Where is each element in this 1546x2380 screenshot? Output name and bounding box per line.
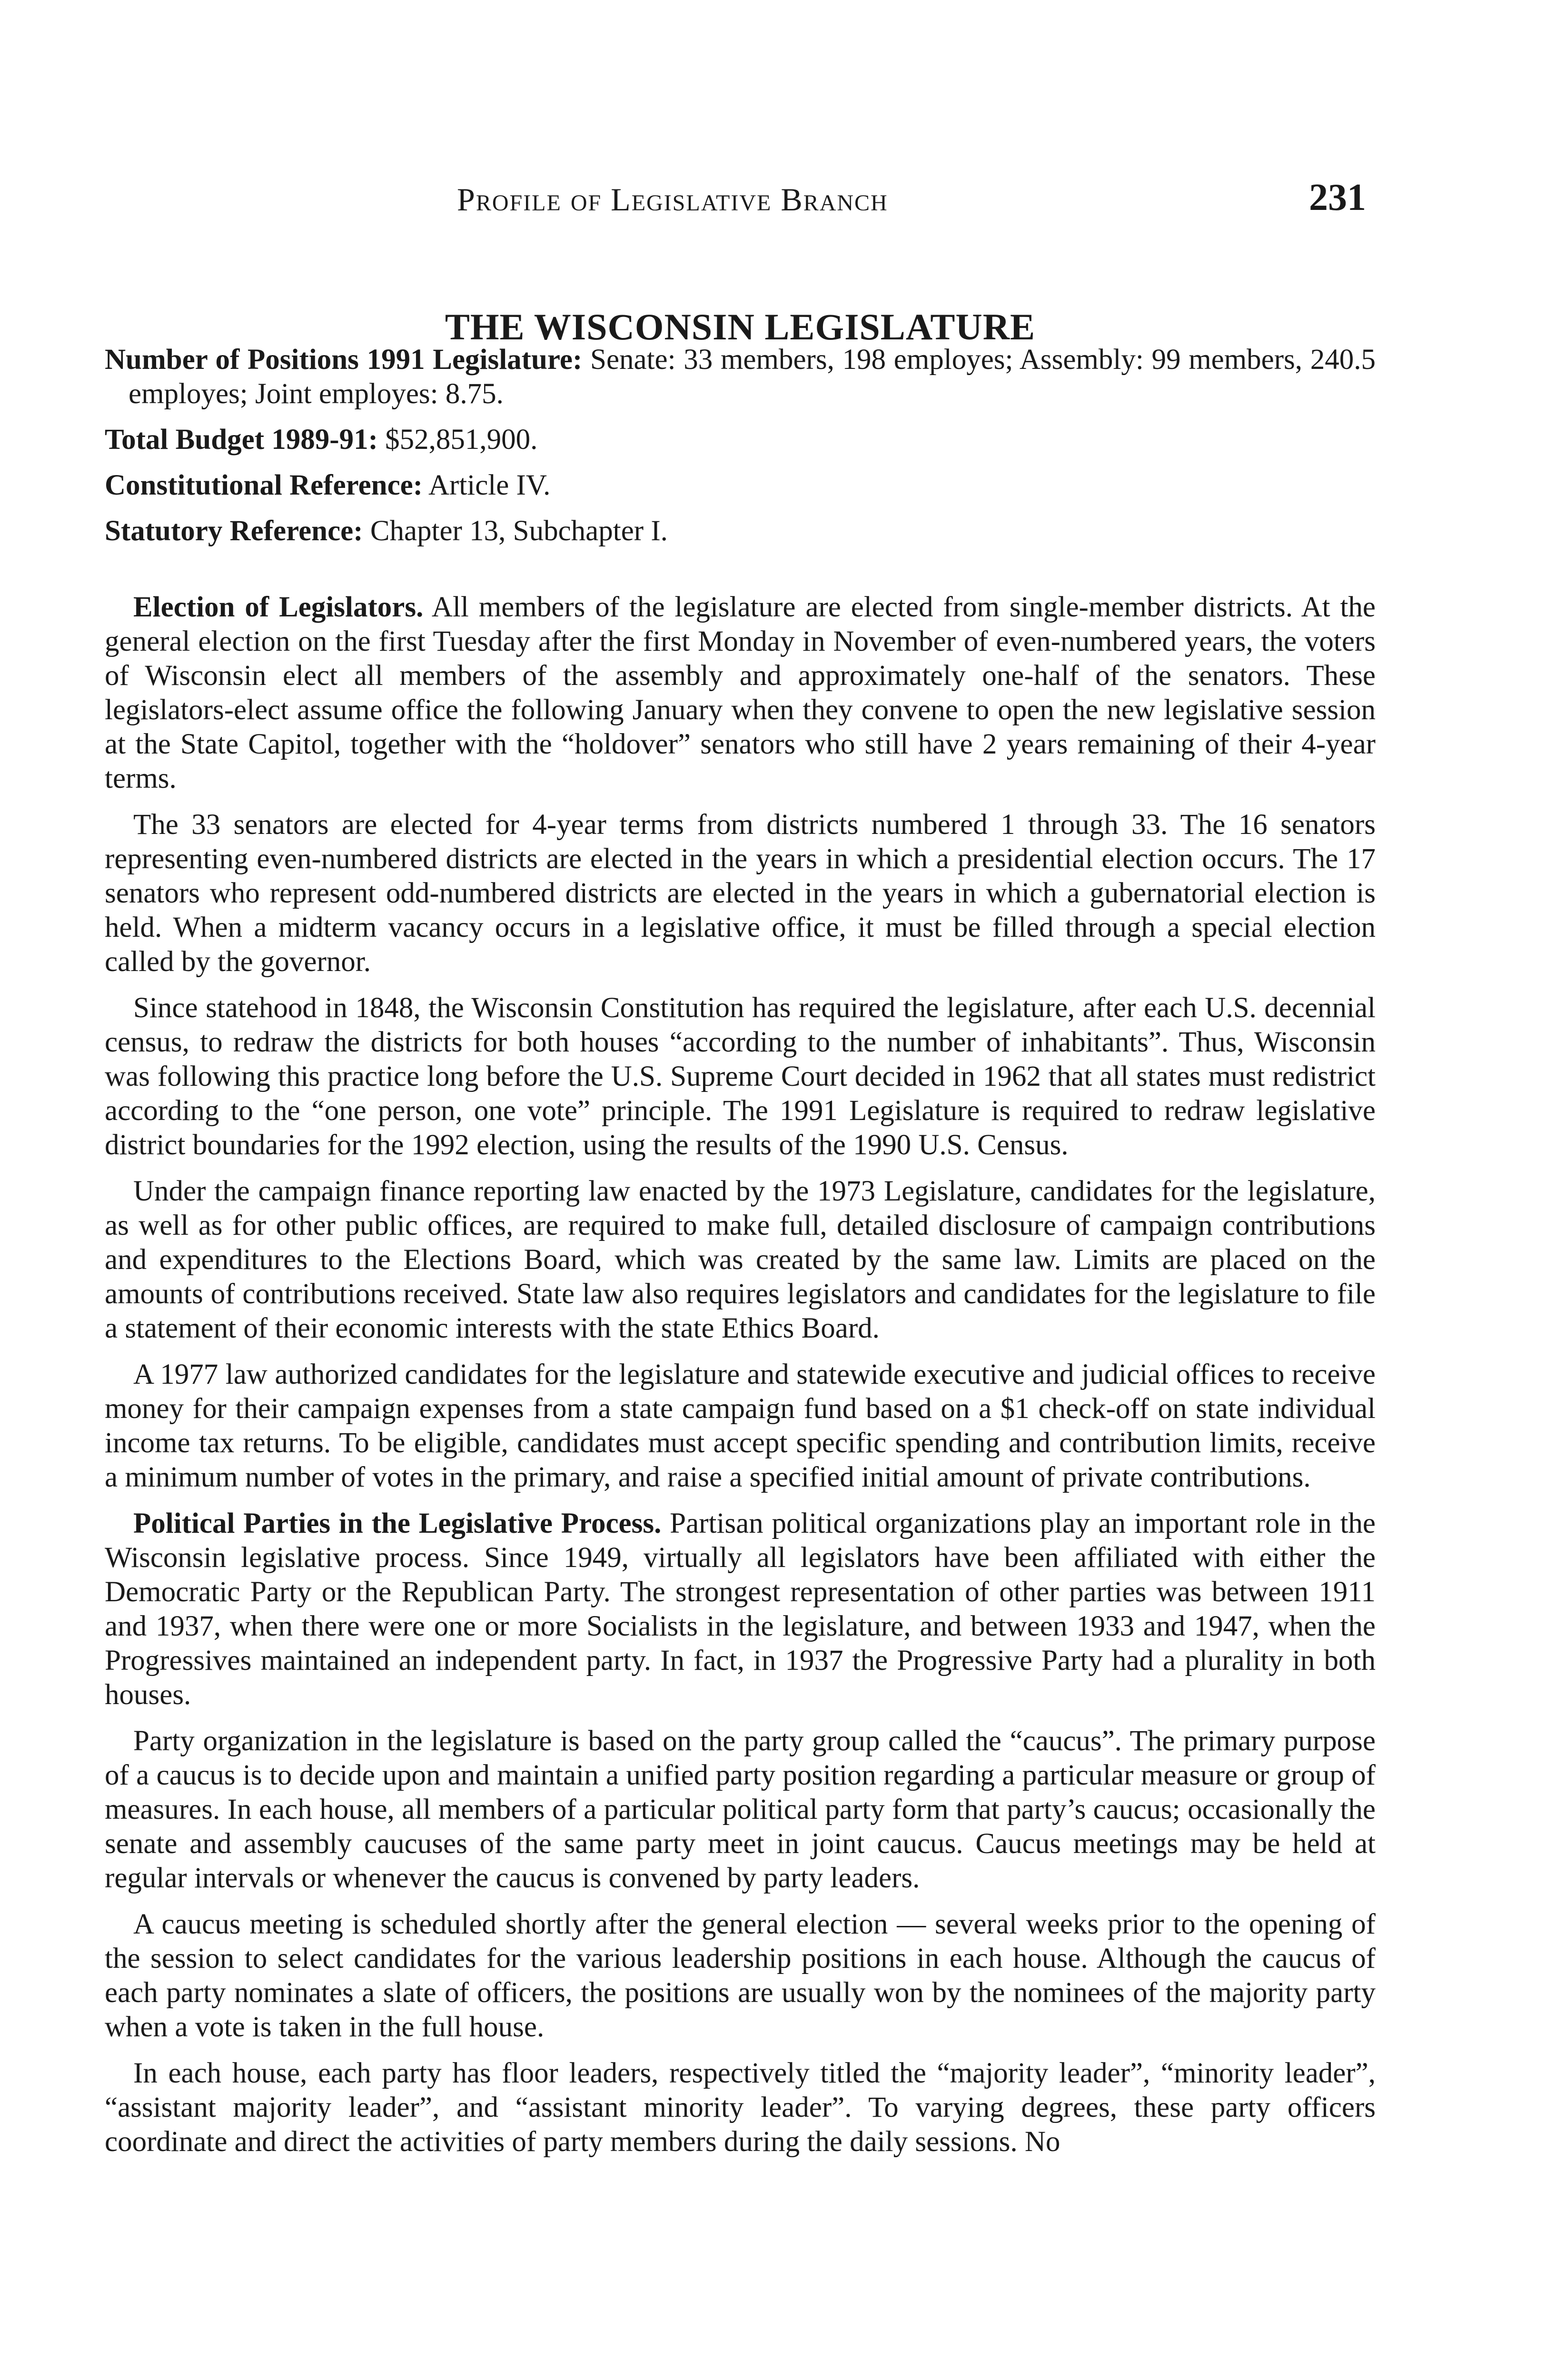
paragraph-text: A caucus meeting is scheduled shortly after the general election — several weeks prior to the opening of the session to select candidates for the various leadership positions in each house. Although the caucus of each party nominates a slate of officers, the positions are usually won by the nominees of the majority party when a vote is taken in the full house. [105, 1908, 1376, 2043]
fact-label: Statutory Reference: [105, 515, 363, 547]
fact-value: $52,851,900. [385, 424, 538, 456]
paragraph-political-parties [105, 1507, 1376, 1712]
paragraph-campaign-fund [105, 1358, 1376, 1495]
paragraph-caucus [105, 1724, 1376, 1895]
paragraph-text: Since statehood in 1848, the Wisconsin Constitution has required the legislature, after each U.S. decennial census, to redraw the districts for both houses “according to the number of inhabitants”. Thus, Wisconsin was following this practice long before the U.S. Supreme Court decided in 1962 that all states must redistrict according to the “one person, one vote” principle. The 1991 Legislature is required to redraw legislative district boundaries for the 1992 election, using the results of the 1990 U.S. Census. [105, 992, 1376, 1161]
document-title: THE WISCONSIN LEGISLATURE [445, 306, 1036, 348]
page-number: 231 [1309, 177, 1366, 218]
fact-statutory-reference [105, 514, 1376, 548]
paragraph-caucus-meeting [105, 1907, 1376, 2044]
fact-value: Chapter 13, Subchapter I. [370, 515, 668, 547]
paragraph-election-of-legislators [105, 590, 1376, 796]
paragraph-campaign-finance [105, 1174, 1376, 1346]
fact-list [105, 343, 1376, 560]
paragraph-text: The 33 senators are elected for 4-year terms from districts numbered 1 through 33. The 16 senators representing even-numbered districts are elected in the years in which a presidential election occurs. The 17 senators who represent odd-numbered districts are elected in the years in which a gubernatorial election is held. When a midterm vacancy occurs in a legislative office, it must be filled through a special election called by the governor. [105, 809, 1376, 978]
body-text [105, 590, 1376, 2171]
paragraph-floor-leaders [105, 2056, 1376, 2159]
paragraph-text: In each house, each party has floor leaders, respectively titled the “majority leader”, “minority leader”, “assistant majority leader”, and “assistant minority leader”. To varying degrees, these party officers coordinate and direct the activities of party members during the daily sessions. No [105, 2057, 1376, 2158]
fact-label: Number of Positions 1991 Legislature: [105, 344, 583, 376]
document-page [105, 0, 1376, 2380]
paragraph-text: A 1977 law authorized candidates for the legislature and statewide executive and judicial offices to receive money for their campaign expenses from a state campaign fund based on a $1 check-off on state individual income tax returns. To be eligible, candidates must accept specific spending and contribution limits, receive a minimum number of votes in the primary, and raise a specified initial amount of private contributions. [105, 1359, 1376, 1493]
section-heading: Election of Legislators. [133, 591, 424, 623]
paragraph-senate-terms [105, 808, 1376, 979]
fact-budget [105, 423, 1376, 457]
fact-value: Senate: 33 members, 198 employes; Assembly: 99 members, 240.5 employes; Joint employes: 8.75. [129, 344, 1376, 410]
fact-label: Total Budget 1989-91: [105, 424, 378, 456]
fact-constitutional-reference [105, 468, 1376, 503]
paragraph-text: All members of the legislature are elected from single-member districts. At the general election on the first Tuesday after the first Monday in November of even-numbered years, the voters of Wisconsin elect all members of the assembly and approximately one-half of the senators. These legislators-elect assume office the following January when they convene to open the new legislative session at the State Capitol, together with the “holdover” senators who still have 2 years remaining of their 4-year terms. [105, 591, 1376, 794]
running-head [105, 177, 1376, 233]
fact-value: Article IV. [428, 469, 551, 501]
fact-label: Constitutional Reference: [105, 469, 423, 501]
fact-positions [105, 343, 1376, 411]
paragraph-text: Party organization in the legislature is based on the party group called the “caucus”. The primary purpose of a caucus is to decide upon and maintain a unified party position regarding a particular measure or group of measures. In each house, all members of a particular political party form that party’s caucus; occasionally the senate and assembly caucuses of the same party meet in joint caucus. Caucus meetings may be held at regular intervals or whenever the caucus is convened by party leaders. [105, 1725, 1376, 1894]
paragraph-redistricting [105, 991, 1376, 1162]
section-heading: Political Parties in the Legislative Process. [133, 1507, 662, 1539]
paragraph-text: Partisan political organizations play an important role in the Wisconsin legislative process. Since 1949, virtually all legislators have been affiliated with either the Democratic Party or the Republican Party. The strongest representation of other parties was between 1911 and 1937, when there were one or more Socialists in the legislature, and between 1933 and 1947, when the Progressives maintained an independent party. In fact, in 1937 the Progressive Party had a plurality in both houses. [105, 1507, 1376, 1711]
paragraph-text: Under the campaign finance reporting law enacted by the 1973 Legislature, candidates for the legislature, as well as for other public offices, are required to make full, detailed disclosure of campaign contributions and expenditures to the Elections Board, which was created by the same law. Limits are placed on the amounts of contributions received. State law also requires legislators and candidates for the legislature to file a statement of their economic interests with the state Ethics Board. [105, 1175, 1376, 1344]
running-head-title: Profile of Legislative Branch [457, 181, 888, 218]
